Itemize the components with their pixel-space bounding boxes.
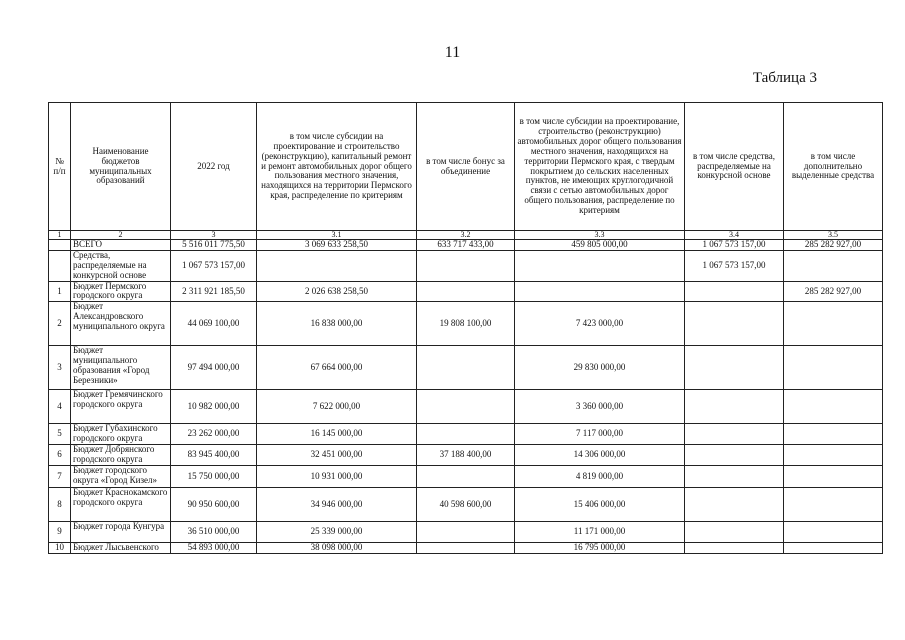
- total-2022: 90 950 600,00: [171, 488, 257, 522]
- budget-table: [48, 102, 883, 554]
- row-number: 1: [49, 281, 71, 302]
- column-number: 3: [171, 231, 257, 240]
- header-row: [49, 103, 883, 231]
- value-3-4: [685, 302, 784, 346]
- header-name: Наименование бюджетов муниципальных образований: [71, 103, 171, 231]
- value-3-1: 10 931 000,00: [257, 466, 417, 488]
- total-2022: 2 311 921 185,50: [171, 281, 257, 302]
- total-2022: 83 945 400,00: [171, 445, 257, 466]
- value-3-5: [784, 302, 883, 346]
- budget-name: Средства, распределяемые на конкурсной основе: [71, 250, 171, 281]
- column-number: 3.5: [784, 231, 883, 240]
- value-3-4: 1 067 573 157,00: [685, 250, 784, 281]
- value-3-4: [685, 488, 784, 522]
- total-2022: 10 982 000,00: [171, 390, 257, 424]
- value-3-2: [417, 466, 515, 488]
- value-3-5: 285 282 927,00: [784, 240, 883, 251]
- value-3-3: 16 795 000,00: [515, 543, 685, 554]
- value-3-4: [685, 346, 784, 390]
- value-3-3: 3 360 000,00: [515, 390, 685, 424]
- row-number: 3: [49, 346, 71, 390]
- column-number: 3.1: [257, 231, 417, 240]
- table-row: [49, 488, 883, 522]
- budget-name: Бюджет Александровского муниципального округа: [71, 302, 171, 346]
- value-3-2: [417, 390, 515, 424]
- value-3-5: 285 282 927,00: [784, 281, 883, 302]
- value-3-1: 34 946 000,00: [257, 488, 417, 522]
- value-3-3: 4 819 000,00: [515, 466, 685, 488]
- header-col-3-1: в том числе субсидии на проектирование и строительство (реконструкцию), капитальный ремонт и ремонт автомобильных дорог общего пользования местного значения, находящихся на территории Пермского края, распределение по критериям: [257, 103, 417, 231]
- value-3-2: [417, 281, 515, 302]
- value-3-3: [515, 250, 685, 281]
- value-3-1: 38 098 000,00: [257, 543, 417, 554]
- row-number: [49, 240, 71, 251]
- value-3-2: [417, 424, 515, 445]
- budget-name: Бюджет муниципального образования «Город Березники»: [71, 346, 171, 390]
- budget-name: Бюджет Гремячинского городского округа: [71, 390, 171, 424]
- value-3-5: [784, 445, 883, 466]
- row-number: 9: [49, 522, 71, 543]
- column-number-row: [49, 231, 883, 240]
- total-2022: 23 262 000,00: [171, 424, 257, 445]
- row-number: [49, 250, 71, 281]
- row-number: 2: [49, 302, 71, 346]
- value-3-4: [685, 522, 784, 543]
- value-3-2: [417, 346, 515, 390]
- value-3-2: [417, 543, 515, 554]
- budget-name: Бюджет Добрянского городского округа: [71, 445, 171, 466]
- budget-name: Бюджет Краснокамского городского округа: [71, 488, 171, 522]
- value-3-4: [685, 390, 784, 424]
- column-number: 3.2: [417, 231, 515, 240]
- budget-name: Бюджет городского округа «Город Кизел»: [71, 466, 171, 488]
- value-3-5: [784, 466, 883, 488]
- value-3-3: 7 423 000,00: [515, 302, 685, 346]
- value-3-3: 11 171 000,00: [515, 522, 685, 543]
- table-row: [49, 302, 883, 346]
- header-col-3-3: в том числе субсидии на проектирование, строительство (реконструкцию) автомобильных дорог общего пользования местного значения, находящихся на территории Пермского края, с твердым покрытием до сельских населенных пунктов, не имеющих круглогодичной связи с сетью автомобильных дорог общего пользования, распределение по критериям: [515, 103, 685, 231]
- value-3-2: 19 808 100,00: [417, 302, 515, 346]
- header-col-3-4: в том числе средства, распределяемые на конкурсной основе: [685, 103, 784, 231]
- total-2022: 44 069 100,00: [171, 302, 257, 346]
- budget-name: Бюджет Пермского городского округа: [71, 281, 171, 302]
- value-3-2: 40 598 600,00: [417, 488, 515, 522]
- value-3-2: 37 188 400,00: [417, 445, 515, 466]
- total-2022: 1 067 573 157,00: [171, 250, 257, 281]
- table-row: [49, 466, 883, 488]
- value-3-4: [685, 445, 784, 466]
- column-number: 3.4: [685, 231, 784, 240]
- column-number: 3.3: [515, 231, 685, 240]
- header-year-2022: 2022 год: [171, 103, 257, 231]
- value-3-1: 16 145 000,00: [257, 424, 417, 445]
- table-row: [49, 424, 883, 445]
- value-3-1: 7 622 000,00: [257, 390, 417, 424]
- value-3-5: [784, 522, 883, 543]
- row-number: 4: [49, 390, 71, 424]
- value-3-4: [685, 281, 784, 302]
- value-3-1: 2 026 638 258,50: [257, 281, 417, 302]
- total-2022: 15 750 000,00: [171, 466, 257, 488]
- total-2022: 97 494 000,00: [171, 346, 257, 390]
- value-3-5: [784, 543, 883, 554]
- budget-name: Бюджет города Кунгура: [71, 522, 171, 543]
- value-3-4: [685, 543, 784, 554]
- row-number: 8: [49, 488, 71, 522]
- header-col-3-5: в том числе дополнительно выделенные средства: [784, 103, 883, 231]
- table-row: [49, 445, 883, 466]
- value-3-3: 15 406 000,00: [515, 488, 685, 522]
- table-row: [49, 250, 883, 281]
- value-3-3: [515, 281, 685, 302]
- value-3-5: [784, 250, 883, 281]
- column-number: 1: [49, 231, 71, 240]
- total-2022: 5 516 011 775,50: [171, 240, 257, 251]
- value-3-4: 1 067 573 157,00: [685, 240, 784, 251]
- value-3-3: 459 805 000,00: [515, 240, 685, 251]
- table-label: Таблица 3: [752, 70, 817, 86]
- page-number: 11: [444, 44, 461, 61]
- table-row: [49, 346, 883, 390]
- value-3-5: [784, 488, 883, 522]
- value-3-1: 25 339 000,00: [257, 522, 417, 543]
- value-3-1: [257, 250, 417, 281]
- budget-name: Бюджет Лысьвенского: [71, 543, 171, 554]
- table-row: [49, 390, 883, 424]
- row-number: 5: [49, 424, 71, 445]
- budget-name: Бюджет Губахинского городского округа: [71, 424, 171, 445]
- header-num: № п/п: [49, 103, 71, 231]
- value-3-5: [784, 424, 883, 445]
- value-3-1: 67 664 000,00: [257, 346, 417, 390]
- value-3-2: 633 717 433,00: [417, 240, 515, 251]
- value-3-4: [685, 424, 784, 445]
- row-number: 6: [49, 445, 71, 466]
- value-3-1: 32 451 000,00: [257, 445, 417, 466]
- value-3-2: [417, 522, 515, 543]
- value-3-5: [784, 390, 883, 424]
- value-3-1: 3 069 633 258,50: [257, 240, 417, 251]
- column-number: 2: [71, 231, 171, 240]
- table-row: [49, 543, 883, 554]
- table-row: [49, 240, 883, 251]
- header-col-3-2: в том числе бонус за объединение: [417, 103, 515, 231]
- value-3-5: [784, 346, 883, 390]
- budget-name: ВСЕГО: [71, 240, 171, 251]
- value-3-4: [685, 466, 784, 488]
- total-2022: 54 893 000,00: [171, 543, 257, 554]
- value-3-1: 16 838 000,00: [257, 302, 417, 346]
- total-2022: 36 510 000,00: [171, 522, 257, 543]
- table-row: [49, 522, 883, 543]
- value-3-3: 29 830 000,00: [515, 346, 685, 390]
- table-row: [49, 281, 883, 302]
- value-3-3: 14 306 000,00: [515, 445, 685, 466]
- row-number: 7: [49, 466, 71, 488]
- row-number: 10: [49, 543, 71, 554]
- value-3-3: 7 117 000,00: [515, 424, 685, 445]
- value-3-2: [417, 250, 515, 281]
